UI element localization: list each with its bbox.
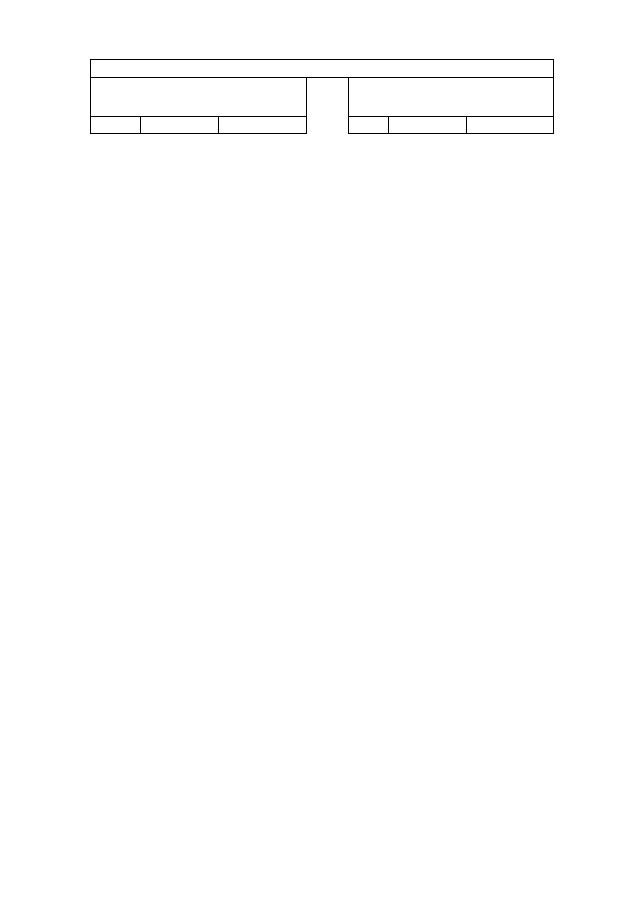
right-col-num (349, 117, 389, 134)
left-col-x (141, 117, 219, 134)
right-col-y (467, 117, 554, 134)
right-subtitle (349, 78, 554, 117)
right-col-x (389, 117, 467, 134)
coordinates-table (90, 59, 554, 134)
left-subtitle (91, 78, 307, 117)
left-col-num (91, 117, 141, 134)
section-title (91, 60, 554, 78)
left-col-y (219, 117, 307, 134)
